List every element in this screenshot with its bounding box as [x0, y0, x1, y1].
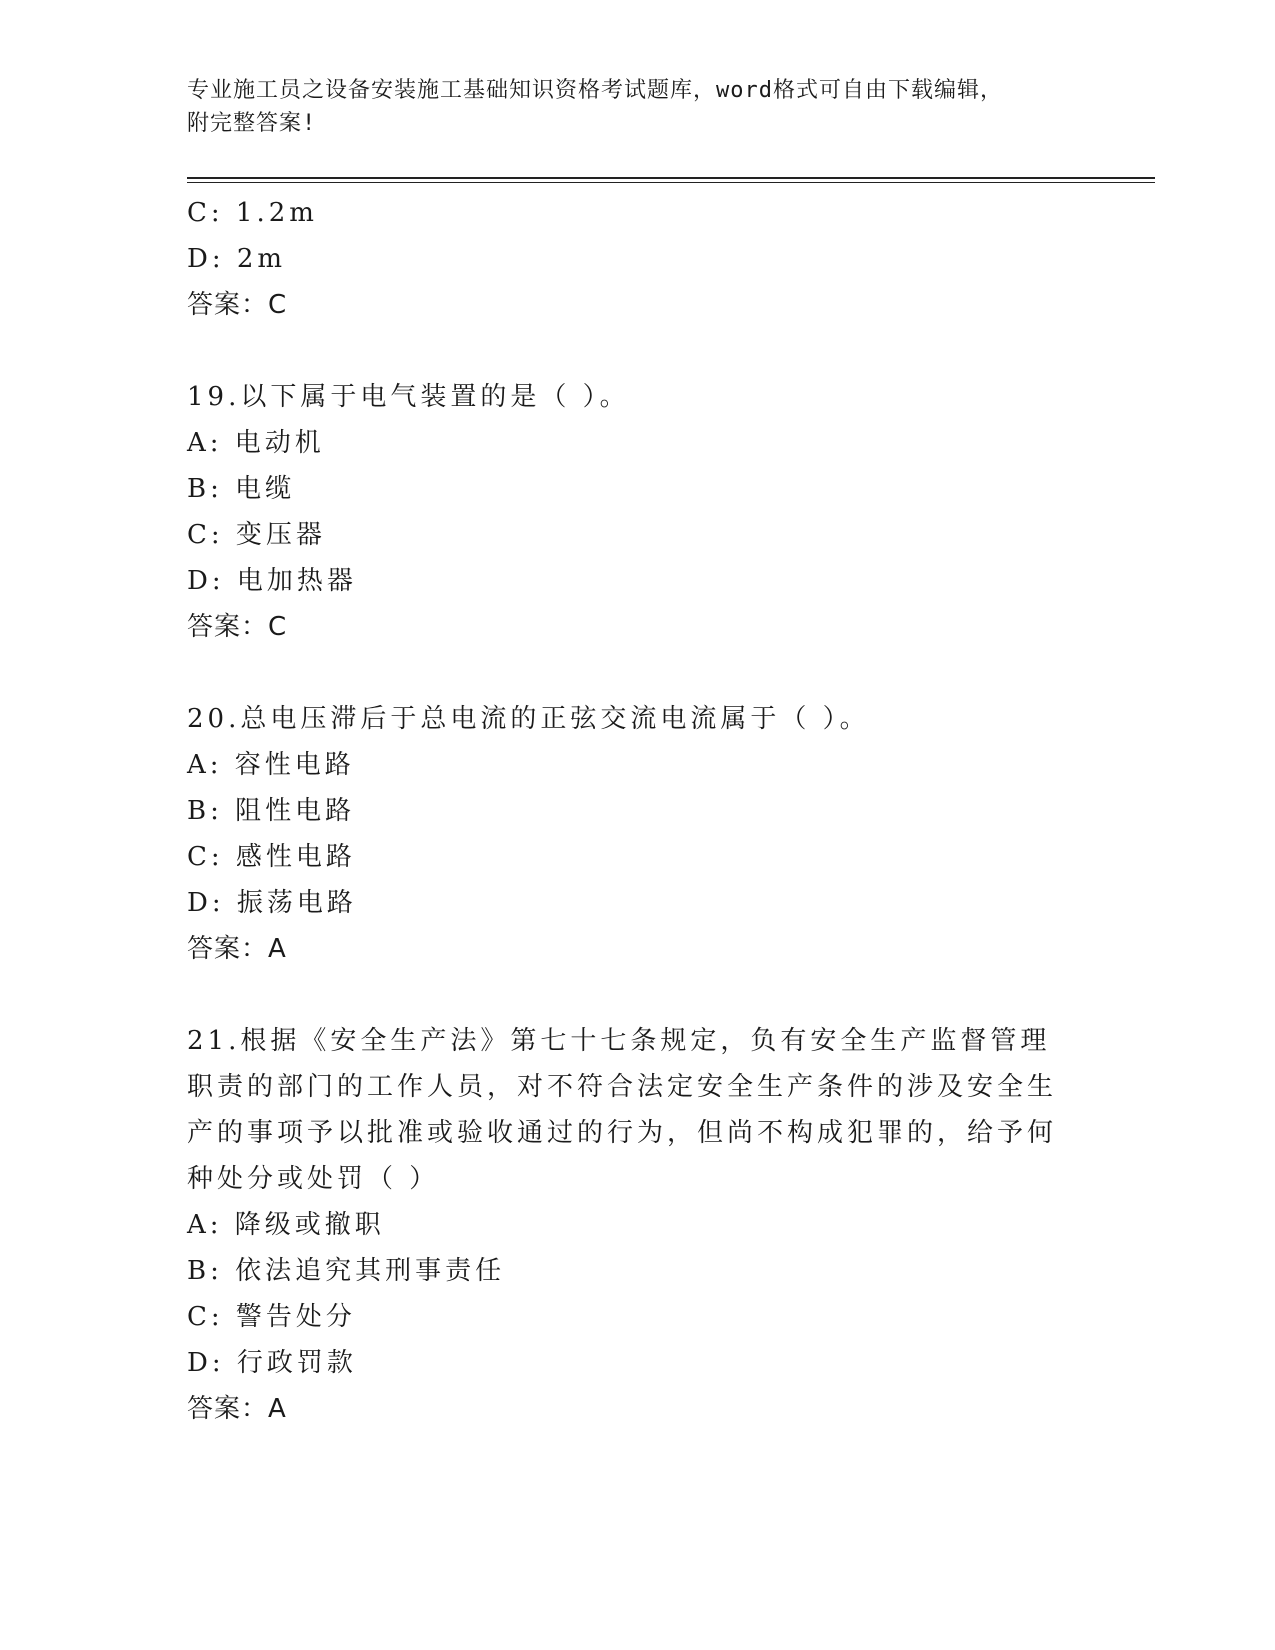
option-d: D: 振荡电路 — [187, 888, 357, 918]
spacer — [187, 650, 1087, 696]
header-line-2: 附完整答案! — [187, 111, 317, 136]
option-a: A: 电动机 — [187, 428, 325, 458]
answer: 答案：C — [187, 290, 288, 320]
option-b: B: 依法追究其刑事责任 — [187, 1256, 506, 1286]
question-stem: 21.根据《安全生产法》第七十七条规定，负有安全生产监督管理职责的部门的工作人员，对不符合法定安全生产条件的涉及安全生产的事项予以批准或验收通过的行为，但尚不构成犯罪的，给予何种处分或处罚（ ） — [187, 1026, 1058, 1194]
spacer — [187, 328, 1087, 374]
option-d: D: 2m — [187, 244, 287, 274]
option-c: C: 感性电路 — [187, 842, 356, 872]
question-stem: 19.以下属于电气装置的是（ ）。 — [187, 382, 630, 412]
option-a: A: 容性电路 — [187, 750, 355, 780]
option-c: C: 1.2m — [187, 198, 318, 228]
answer: 答案：A — [187, 1394, 287, 1424]
answer: 答案：C — [187, 612, 288, 642]
answer: 答案：A — [187, 934, 287, 964]
option-a: A: 降级或撤职 — [187, 1210, 385, 1240]
option-c: C: 警告处分 — [187, 1302, 356, 1332]
option-c: C: 变压器 — [187, 520, 326, 550]
question-18-tail — [187, 190, 1087, 328]
option-b: B: 阻性电路 — [187, 796, 356, 826]
spacer — [187, 972, 1087, 1018]
document-body — [187, 190, 1087, 1432]
header-line-1: 专业施工员之设备安装施工基础知识资格考试题库，word格式可自由下载编辑， — [187, 78, 1003, 103]
option-d: D: 电加热器 — [187, 566, 357, 596]
question-stem: 20.总电压滞后于总电流的正弦交流电流属于（ ）。 — [187, 704, 870, 734]
question-21 — [187, 1018, 1087, 1432]
document-header — [187, 74, 1087, 140]
question-20 — [187, 696, 1087, 972]
header-divider — [187, 177, 1155, 179]
header-divider-thin — [187, 182, 1155, 183]
option-b: B: 电缆 — [187, 474, 296, 504]
question-19 — [187, 374, 1087, 650]
option-d: D: 行政罚款 — [187, 1348, 357, 1378]
